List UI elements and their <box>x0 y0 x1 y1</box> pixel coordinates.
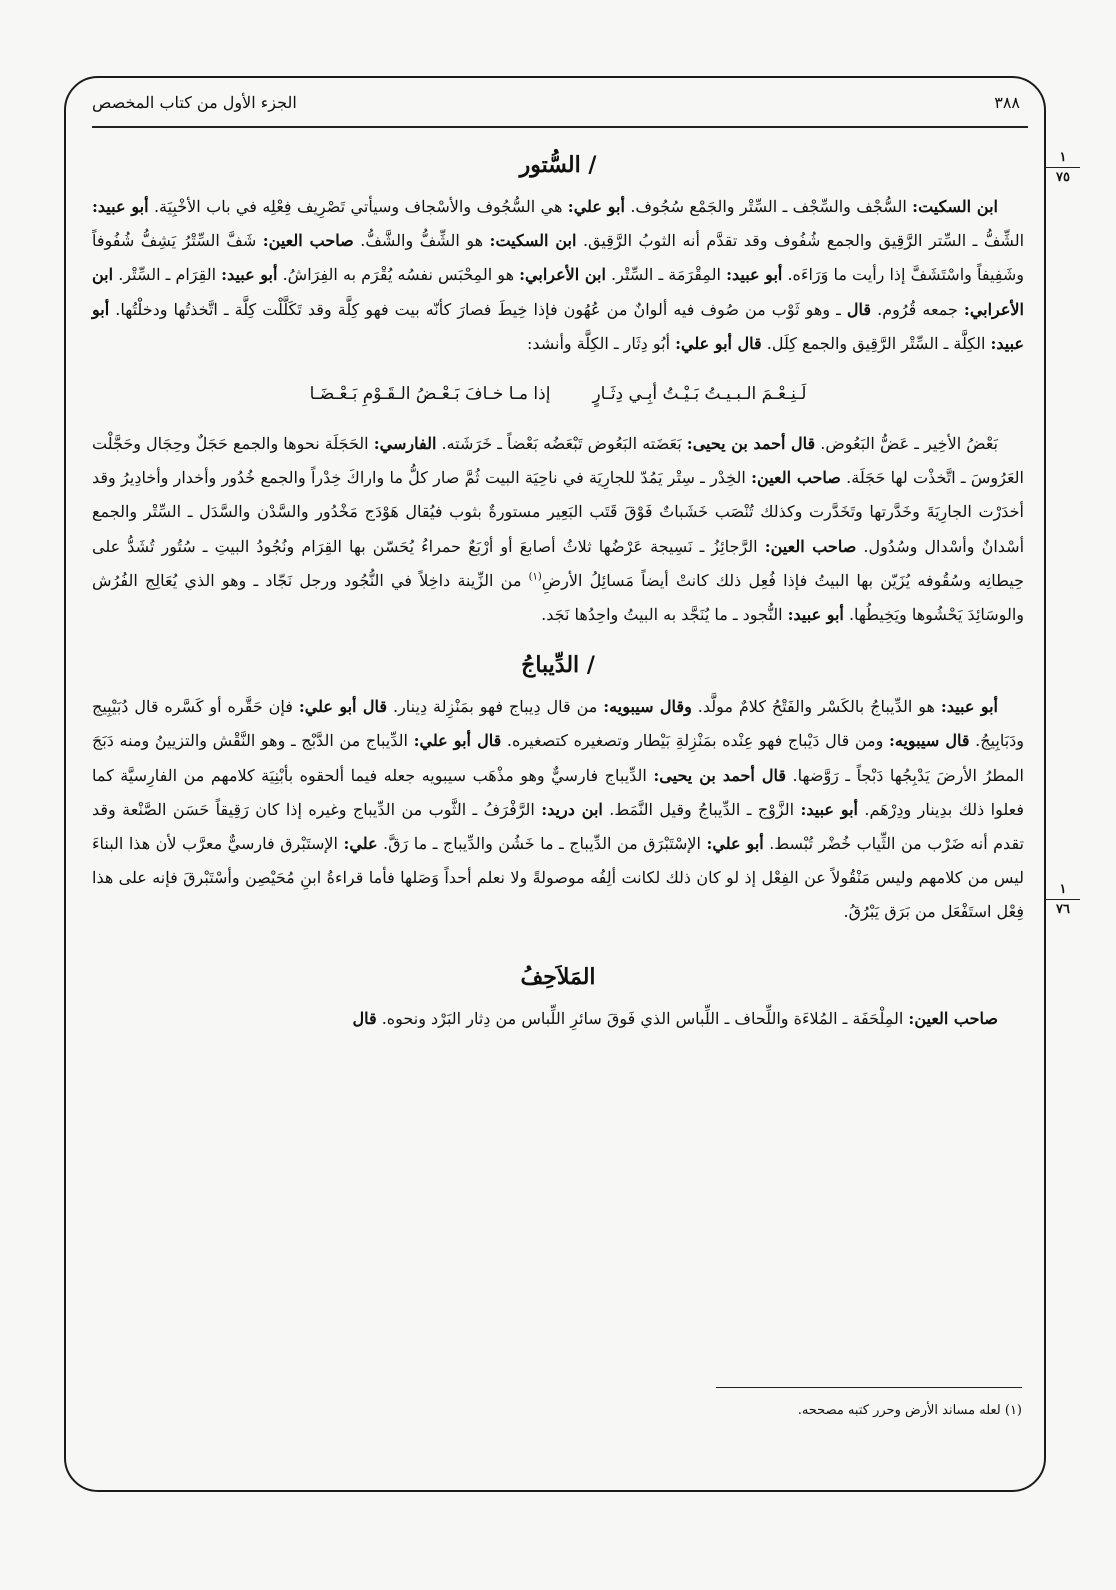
header-rule <box>92 126 1028 128</box>
paragraph: أبو عبيد: هو الدِّيباجُ بالكَسْر والفَتْحُ كلامٌ مولَّد. وقال سيبويه: من قال دِيباج فهو بمَنْزِلة دِينار. قال أبو علي: فإن حَقَّره أو كَسَّره قال دُبَيْبِيج ودَبَابِيجُ. قال سيبويه: ومن قال دَيْباج فهو عِنْده بمَنْزِلةِ بَيْطار وتصغيره كتصغيره. قال أبو علي: الدِّيباج من الدَّبْج ـ وهو النَّقْش والتزيينُ ومنه دَبَجَ المطرُ الأرضَ يَدْبِجُها دَبْجاً ـ رَوَّضها. قال أحمد بن يحيى: الدِّيباج فارسيٌّ وهو مذْهَب سيبويه جعله فيما ألحقوه بأبْنِيَة كلامهم من الفارِسيَّة كما فعلوا ذلك بدِينار ودِرْهَم. أبو عبيد: الزَّوْج ـ الدِّيباجُ وقيل النَّمَط. ابن دريد: الرَّفْرَفُ ـ الثَّوب من الدِّيباج وغيره إذا كان رَقِيقاً حَسَن الصَّنْعة وقد تقدم أنه ضَرْب من الثِّياب خُضْر تُبْسط. أبو علي: الإسْتَبْرَق من الدِّيباج ـ ما خَشُن والدِّيباج ـ ما رَقَّ. علي: الإستَبْرق فارسيٌّ معرَّب لأن هذا البناءَ ليس من كلامهم وليس مَنْقُولاً عن الفِعْل إذ لو كان ذلك لكانت ألِفُه موصولةً ولا نعلم أحداً وَصَلها فأما قراءةُ ابنِ مُحَيْصِن وأسْتَبْرقَ فإنه على هذا فِعْل استَفْعَل من بَرَق يَبْرُقُ. <box>92 697 1025 922</box>
section-heading-dibaj: / الدِّيباجُ <box>521 652 595 679</box>
verse <box>92 361 1024 427</box>
margin-folio-75: ١ ٧٥ <box>1046 150 1080 185</box>
footnote-rule <box>716 1387 1022 1388</box>
paragraph: ابن السكيت: السُّجْف والسِّجْف ـ السِّتْر والجَمْع سُجُوف. أبو علي: هي السُّجُوف والأسْجاف وسيأتي تَصْرِيف فِعْلِه في باب الأخْبِيَة. أبو عبيد: الشِّفُّ ـ السِّتر الرَّقِيق والجمع شُفُوف وقد تقدَّم أنه الثوبُ الرَّقِيق. ابن السكيت: هو الشِّفُّ والشَّفُّ. صاحب العين: شَفَّ السِّتْرُ يَشِفُّ شُفُوفاً وشَفِيفاً واسْتَشَفَّ إذا رأيت ما وَرَاءَه. أبو عبيد: المِقْرَمَة ـ السِّتْر. ابن الأعرابي: هو المِحْبَس نفسُه يُقْرَم به الفِرَاشُ. أبو عبيد: القِرَام ـ السِّتْر. ابن الأعرابي: جمعه قُرُوم. قال ـ وهو ثَوْب من صُوف فيه ألوانٌ من عُهُون فإذا خِيطَ فصارَ كأنّه بيت فهو كِلَّة وقد تَكَلَّلْت كِلَّة ـ اتَّخذتُها ودخلْتُها. أبو عبيد: الكِلَّة ـ السِّتْر الرَّقِيق والجمع كِلَل. قال أبو علي: أبُو دِثَار ـ الكِلَّة وأنشد: <box>92 197 1025 353</box>
paragraph: بَعْضُ الأخِير ـ عَضُّ البَعُوض. قال أحمد بن يحيى: بَعَضَته البَعُوض تَبْعَضُه بَعْضاً ـ خَرَشَته. الفارسي: الحَجَلَة نحوها والجمع حَجَلٌ وحِجَال وحَجَّلْت العَرُوسَ ـ اتَّخذْت لها حَجَلَة. صاحب العين: الخِدْر ـ سِتْر يَمُدّ للجارِيَة في ناحِيَة البيت ثُمَّ صار كلُّ ما واراكَ خِدْراً والجمع خُدُور وأخدار وأخادِيرُ وقد أخدَرْت الجارِيَةَ وخَدَّرتها وتَخَدَّرت وكذلك تُنْصَب خَشَباتٌ فَوْقَ قَتَب البَعِير مستورةٌ بثوب فيُقال هَوْدَج مَخْدُور والسَّدْن والسَّدَل ـ السِّتْر والجمع أسْدانٌ وأسْدال وسُدُول. صاحب العين: الرَّجائِزُ ـ نَسِيجة عَرْضُها ثلاثُ أصابعَ أو أرْبَعٌ حمراءُ يُحَسّن بها القِرَام ونُجُودُ البيتِ ـ سُتُور تُشَدُّ على حِيطانِه وسُقُوفه يُزَيّن بها البيتُ فإذا فُعِل ذلك كانتْ أيضاً مَسائِلُ الأرضِ$^{(١)}$ من الزِّينة داخِلاً في النُّجُود ورجل نَجّاد ـ وهو الذي يُعَالِج الفُرُش والوسَائِدَ يَحْشُوها ويَخِيطُها. أبو عبيد: النُّجود ـ ما يُنَجَّد به البيتُ واحِدُها نَجَد. <box>92 434 1025 625</box>
paragraph: صاحب العين: المِلْحَفَة ـ المُلاءَة واللِّحاف ـ اللِّباس الذي فَوقَ سائرِ اللِّباس من دِثار البَرْد ونحوه. قال <box>352 1008 998 1028</box>
section-heading-malahif: المَلاَحِفُ <box>520 963 596 990</box>
book-title: الجزء الأول من كتاب المخصص <box>92 92 297 112</box>
verse-second-hemistich: إذا مـا خـافَ بَـعْـضُ الـقَـوْمِ بَـعْـضَـا <box>309 384 551 405</box>
page-content <box>92 140 1024 1036</box>
section-heading-sutur: / السُّتور <box>519 152 597 178</box>
margin-folio-76: ١ ٧٦ <box>1046 882 1080 917</box>
verse-first-hemistich: لَـنِـعْـمَ الـبـيـتُ بَـيْـتُ أبِـي دِثَـارٍ <box>592 384 807 405</box>
page-header <box>92 84 1020 120</box>
page-number: ٣٨٨ <box>994 92 1020 112</box>
footnote: (١) لعله مساند الأرض وحرر كتبه مصححه. <box>797 1403 1022 1418</box>
